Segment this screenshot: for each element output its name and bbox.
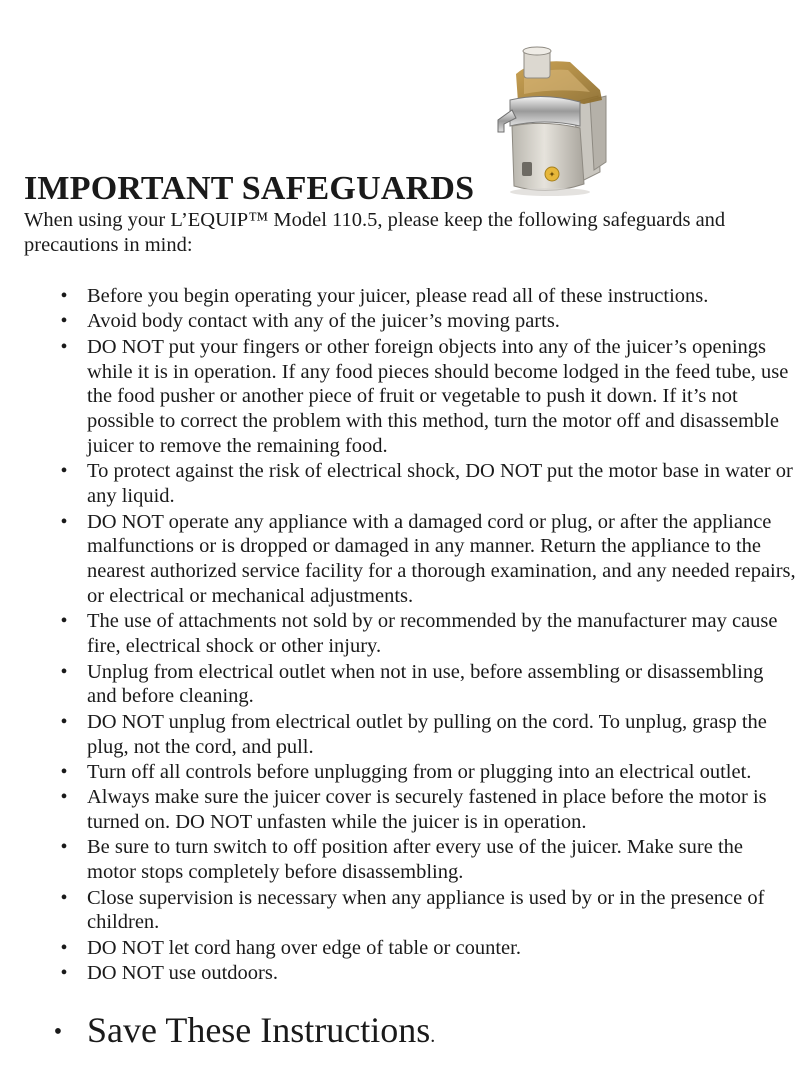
- save-instructions-period: .: [430, 1025, 436, 1047]
- list-item-text: DO NOT use outdoors.: [87, 962, 278, 985]
- list-item: [0, 609, 800, 659]
- list-item-text: To protect against the risk of electrical shock, DO NOT put the motor base in water or any liquid.: [87, 460, 793, 508]
- list-item: [0, 760, 800, 785]
- save-instructions-text: Save These Instructions: [87, 1010, 431, 1050]
- list-item-text: DO NOT let cord hang over edge of table or counter.: [87, 936, 521, 959]
- list-item-text: Always make sure the juicer cover is securely fastened in place before the motor is turned on. DO NOT unfasten while the juicer is in operation.: [87, 786, 767, 834]
- bullet-icon: •: [60, 510, 68, 533]
- list-item: [0, 284, 800, 309]
- list-item-text: DO NOT put your fingers or other foreign objects into any of the juicer’s openings while it is in operation. If any food pieces should become lodged in the feed tube, use the food pusher or another piece of fruit or vegetable to push it down. If it’s not possible to correct the problem with this method, turn the motor off and disassemble juicer to remove the remaining food.: [87, 335, 789, 457]
- save-instructions-note: [0, 1006, 800, 1060]
- bullet-icon: •: [60, 460, 68, 483]
- list-item: [0, 335, 800, 459]
- list-item-text: Be sure to turn switch to off position after every use of the juicer. Make sure the motor stops completely before disassembling.: [87, 836, 744, 884]
- list-item-text: DO NOT unplug from electrical outlet by pulling on the cord. To unplug, grasp the plug, not the cord, and pull.: [87, 710, 767, 758]
- list-item-text: Turn off all controls before unplugging from or plugging into an electrical outlet.: [87, 760, 752, 783]
- list-item-text: Before you begin operating your juicer, please read all of these instructions.: [87, 285, 709, 307]
- bullet-icon: •: [60, 610, 68, 633]
- list-item: [0, 886, 800, 936]
- bullet-icon: •: [60, 936, 68, 959]
- bullet-icon: •: [60, 962, 68, 985]
- list-item-text: Avoid body contact with any of the juicer’s moving parts.: [87, 310, 560, 333]
- svg-text:✦: ✦: [548, 170, 556, 179]
- list-item: [0, 710, 800, 760]
- juicer-image: [494, 44, 612, 200]
- list-item-text: Unplug from electrical outlet when not in use, before assembling or disassembling and before cleaning.: [87, 660, 764, 708]
- list-item: [0, 835, 800, 885]
- bullet-icon: •: [60, 760, 68, 783]
- bullet-icon: •: [60, 285, 68, 307]
- list-item: [0, 660, 800, 710]
- list-item: [0, 961, 800, 986]
- bullet-icon: •: [53, 1019, 63, 1045]
- list-item-text: The use of attachments not sold by or recommended by the manufacturer may cause fire, electrical shock or other injury.: [87, 610, 778, 658]
- page-title: IMPORTANT SAFEGUARDS: [24, 170, 475, 207]
- list-item: [0, 785, 800, 835]
- bullet-icon: •: [60, 335, 68, 358]
- list-item-text: Close supervision is necessary when any appliance is used by or in the presence of children.: [87, 886, 765, 934]
- list-item: [0, 936, 800, 961]
- list-item-text: DO NOT operate any appliance with a damaged cord or plug, or after the appliance malfunctions or is dropped or damaged in any manner. Return the appliance to the nearest authorized service facility for a thorough examination, and any needed repairs, or electrical or mechanical adjustments.: [87, 510, 796, 607]
- bullet-icon: •: [60, 710, 68, 733]
- bullet-icon: •: [60, 836, 68, 859]
- list-item: [0, 510, 800, 609]
- safeguards-list: [0, 284, 800, 987]
- list-item: [0, 309, 800, 334]
- intro-paragraph: When using your L’EQUIP™ Model 110.5, please keep the following safeguards and precautions in mind:: [24, 209, 726, 256]
- bullet-icon: •: [60, 310, 68, 333]
- list-item: [0, 459, 800, 509]
- bullet-icon: •: [60, 786, 68, 809]
- bullet-icon: •: [60, 660, 68, 683]
- bullet-icon: •: [60, 886, 68, 909]
